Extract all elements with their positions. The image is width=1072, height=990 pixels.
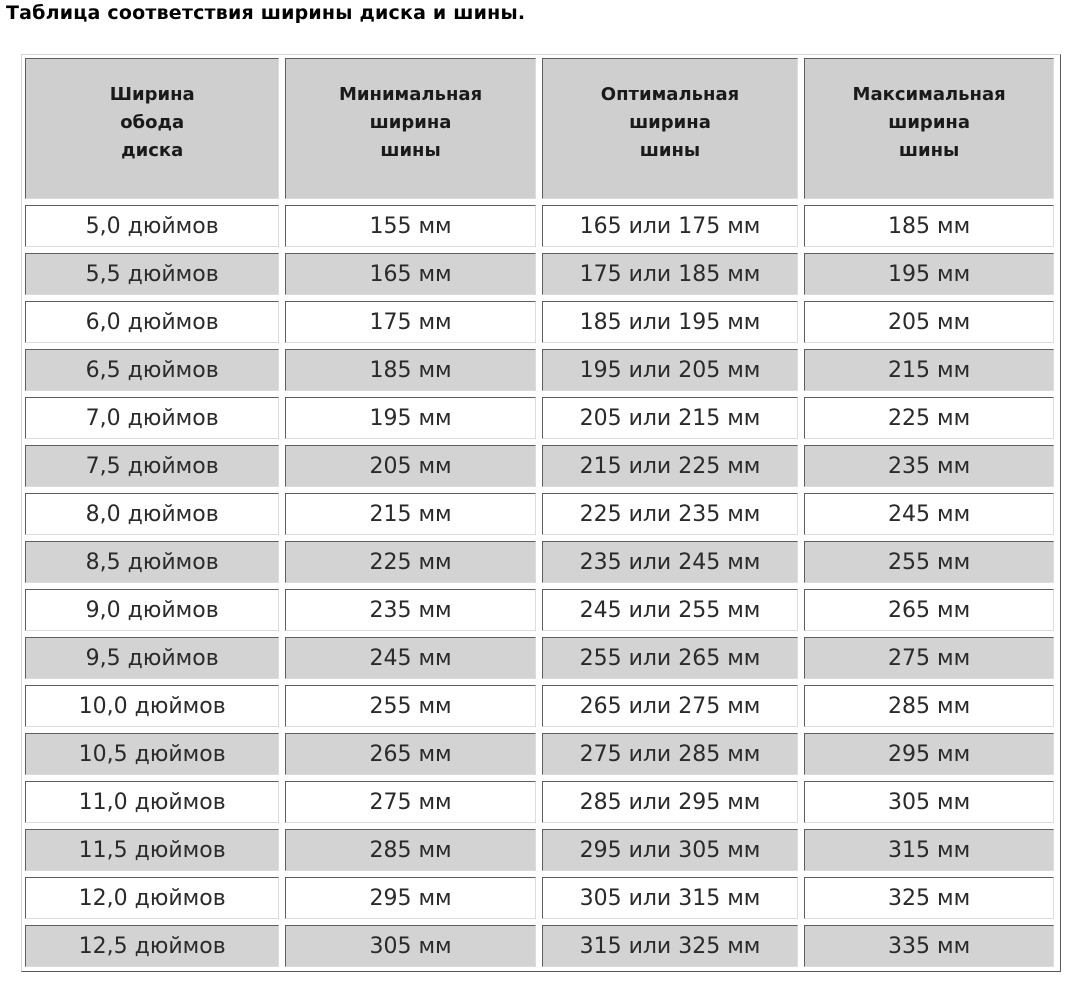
table-row	[25, 301, 1054, 343]
cell-min-tire-width: 305 мм	[285, 925, 535, 967]
cell-optimal-tire-width: 165 или 175 мм	[542, 205, 798, 247]
cell-max-tire-width: 185 мм	[804, 205, 1054, 247]
table-row	[25, 877, 1054, 919]
cell-max-tire-width: 265 мм	[804, 589, 1054, 631]
cell-optimal-tire-width: 275 или 285 мм	[542, 733, 798, 775]
cell-optimal-tire-width: 305 или 315 мм	[542, 877, 798, 919]
cell-optimal-tire-width: 225 или 235 мм	[542, 493, 798, 535]
cell-min-tire-width: 255 мм	[285, 685, 535, 727]
cell-max-tire-width: 295 мм	[804, 733, 1054, 775]
cell-rim-width: 12,0 дюймов	[25, 877, 279, 919]
cell-optimal-tire-width: 285 или 295 мм	[542, 781, 798, 823]
cell-min-tire-width: 205 мм	[285, 445, 535, 487]
cell-rim-width: 8,5 дюймов	[25, 541, 279, 583]
table-row	[25, 733, 1054, 775]
cell-min-tire-width: 285 мм	[285, 829, 535, 871]
cell-rim-width: 7,5 дюймов	[25, 445, 279, 487]
cell-min-tire-width: 195 мм	[285, 397, 535, 439]
table-row	[25, 445, 1054, 487]
cell-rim-width: 5,0 дюймов	[25, 205, 279, 247]
cell-min-tire-width: 225 мм	[285, 541, 535, 583]
cell-rim-width: 10,5 дюймов	[25, 733, 279, 775]
cell-optimal-tire-width: 295 или 305 мм	[542, 829, 798, 871]
cell-optimal-tire-width: 265 или 275 мм	[542, 685, 798, 727]
cell-rim-width: 10,0 дюймов	[25, 685, 279, 727]
cell-min-tire-width: 155 мм	[285, 205, 535, 247]
cell-min-tire-width: 165 мм	[285, 253, 535, 295]
table-row	[25, 493, 1054, 535]
cell-rim-width: 12,5 дюймов	[25, 925, 279, 967]
cell-max-tire-width: 215 мм	[804, 349, 1054, 391]
table-row	[25, 685, 1054, 727]
cell-rim-width: 9,0 дюймов	[25, 589, 279, 631]
table-body	[25, 205, 1054, 967]
table-row	[25, 829, 1054, 871]
cell-min-tire-width: 245 мм	[285, 637, 535, 679]
cell-max-tire-width: 325 мм	[804, 877, 1054, 919]
header-min-tire-width: Минимальная ширина шины	[285, 58, 535, 199]
cell-min-tire-width: 185 мм	[285, 349, 535, 391]
cell-max-tire-width: 275 мм	[804, 637, 1054, 679]
cell-optimal-tire-width: 235 или 245 мм	[542, 541, 798, 583]
cell-optimal-tire-width: 315 или 325 мм	[542, 925, 798, 967]
cell-rim-width: 5,5 дюймов	[25, 253, 279, 295]
cell-min-tire-width: 175 мм	[285, 301, 535, 343]
cell-max-tire-width: 195 мм	[804, 253, 1054, 295]
cell-max-tire-width: 285 мм	[804, 685, 1054, 727]
table-row	[25, 253, 1054, 295]
cell-max-tire-width: 245 мм	[804, 493, 1054, 535]
header-rim-width: Ширина обода диска	[25, 58, 279, 199]
header-optimal-tire-width: Оптимальная ширина шины	[542, 58, 798, 199]
table-row	[25, 397, 1054, 439]
cell-optimal-tire-width: 245 или 255 мм	[542, 589, 798, 631]
page-title: Таблица соответствия ширины диска и шины.	[6, 2, 526, 24]
rim-tire-width-table	[19, 52, 1060, 973]
cell-rim-width: 11,0 дюймов	[25, 781, 279, 823]
cell-min-tire-width: 265 мм	[285, 733, 535, 775]
cell-max-tire-width: 235 мм	[804, 445, 1054, 487]
cell-optimal-tire-width: 195 или 205 мм	[542, 349, 798, 391]
cell-max-tire-width: 335 мм	[804, 925, 1054, 967]
cell-optimal-tire-width: 205 или 215 мм	[542, 397, 798, 439]
cell-rim-width: 6,5 дюймов	[25, 349, 279, 391]
cell-optimal-tire-width: 255 или 265 мм	[542, 637, 798, 679]
cell-rim-width: 8,0 дюймов	[25, 493, 279, 535]
table-row	[25, 589, 1054, 631]
table-row	[25, 349, 1054, 391]
cell-optimal-tire-width: 175 или 185 мм	[542, 253, 798, 295]
table-header-row	[25, 58, 1054, 199]
table-frame	[21, 54, 1061, 972]
cell-rim-width: 7,0 дюймов	[25, 397, 279, 439]
cell-min-tire-width: 275 мм	[285, 781, 535, 823]
cell-min-tire-width: 295 мм	[285, 877, 535, 919]
cell-min-tire-width: 235 мм	[285, 589, 535, 631]
cell-min-tire-width: 215 мм	[285, 493, 535, 535]
cell-optimal-tire-width: 185 или 195 мм	[542, 301, 798, 343]
cell-max-tire-width: 205 мм	[804, 301, 1054, 343]
cell-max-tire-width: 225 мм	[804, 397, 1054, 439]
table-row	[25, 925, 1054, 967]
cell-max-tire-width: 315 мм	[804, 829, 1054, 871]
table-row	[25, 781, 1054, 823]
cell-rim-width: 9,5 дюймов	[25, 637, 279, 679]
cell-max-tire-width: 305 мм	[804, 781, 1054, 823]
table-row	[25, 205, 1054, 247]
cell-rim-width: 11,5 дюймов	[25, 829, 279, 871]
cell-rim-width: 6,0 дюймов	[25, 301, 279, 343]
table-row	[25, 637, 1054, 679]
header-max-tire-width: Максимальная ширина шины	[804, 58, 1054, 199]
cell-optimal-tire-width: 215 или 225 мм	[542, 445, 798, 487]
table-row	[25, 541, 1054, 583]
cell-max-tire-width: 255 мм	[804, 541, 1054, 583]
